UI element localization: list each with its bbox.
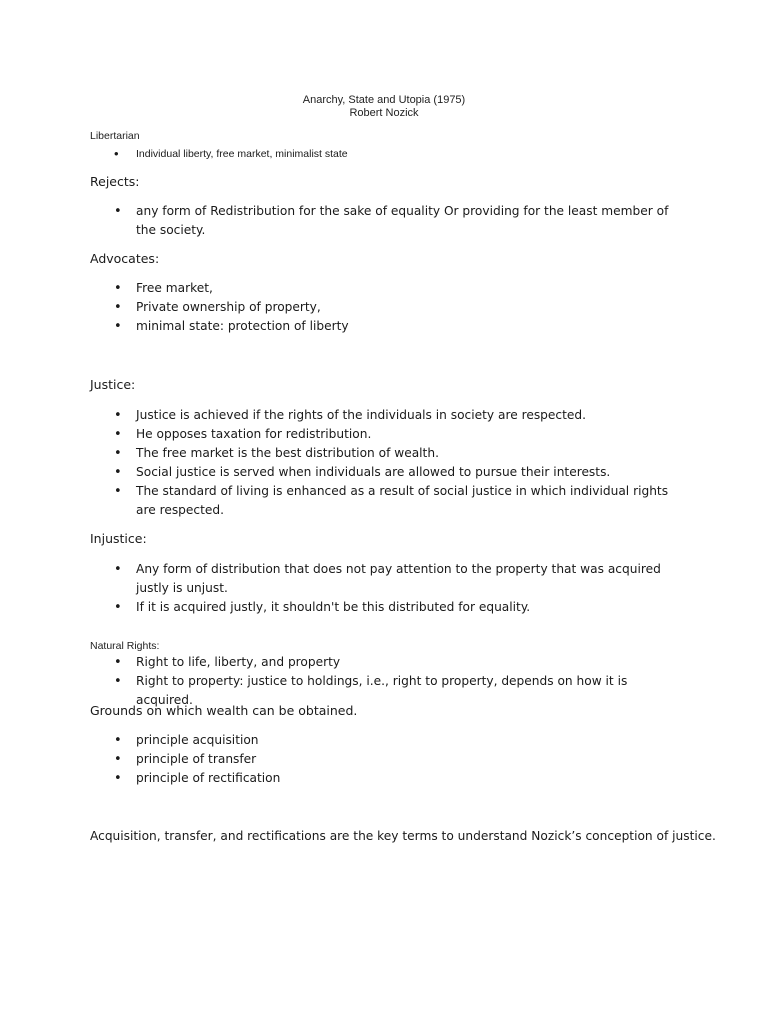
injustice-list — [0, 560, 768, 617]
list-item: • If it is acquired justly, it shouldn't be this distributed for equality. — [0, 598, 768, 617]
list-item: • Individual liberty, free market, minimalist state — [0, 146, 768, 162]
rejects-heading: Rejects: — [90, 174, 140, 189]
list-item: • Justice is achieved if the rights of the individuals in society are respected. — [0, 406, 768, 425]
list-item: • principle of rectification — [0, 769, 768, 788]
list-item: • Right to life, liberty, and property — [0, 653, 768, 672]
justice-heading: Justice: — [90, 377, 136, 392]
list-item: • principle acquisition — [0, 731, 768, 750]
document-author: Robert Nozick — [349, 107, 419, 119]
conclusion-paragraph: Acquisition, transfer, and rectifications are the key terms to understand Nozick’s conception of justice. — [90, 829, 716, 843]
natural-rights-heading: Natural Rights: — [90, 640, 160, 652]
natural-rights-list — [0, 653, 768, 710]
list-item: • Private ownership of property, — [0, 298, 768, 317]
list-item: • The standard of living is enhanced as a result of social justice in which individual rights are respected. — [0, 482, 768, 520]
rejects-list — [0, 202, 768, 240]
advocates-heading: Advocates: — [90, 251, 160, 266]
list-item: • Any form of distribution that does not pay attention to the property that was acquired justly is unjust. — [0, 560, 768, 598]
document-title: Anarchy, State and Utopia (1975) — [302, 94, 466, 106]
justice-list — [0, 406, 768, 520]
list-item: • Free market, — [0, 279, 768, 298]
list-item: • any form of Redistribution for the sake of equality Or providing for the least member of the society. — [0, 202, 768, 240]
advocates-list — [0, 279, 768, 336]
list-item: • The free market is the best distribution of wealth. — [0, 444, 768, 463]
list-item: • principle of transfer — [0, 750, 768, 769]
list-item: • Social justice is served when individuals are allowed to pursue their interests. — [0, 463, 768, 482]
grounds-list — [0, 731, 768, 788]
list-item: • minimal state: protection of liberty — [0, 317, 768, 336]
list-item: • Right to property: justice to holdings, i.e., right to property, depends on how it is acquired. — [0, 672, 768, 710]
list-item: • He opposes taxation for redistribution. — [0, 425, 768, 444]
grounds-heading: Grounds on which wealth can be obtained. — [90, 703, 358, 718]
libertarian-list — [0, 146, 768, 162]
libertarian-heading: Libertarian — [90, 130, 140, 142]
injustice-heading: Injustice: — [90, 531, 147, 546]
